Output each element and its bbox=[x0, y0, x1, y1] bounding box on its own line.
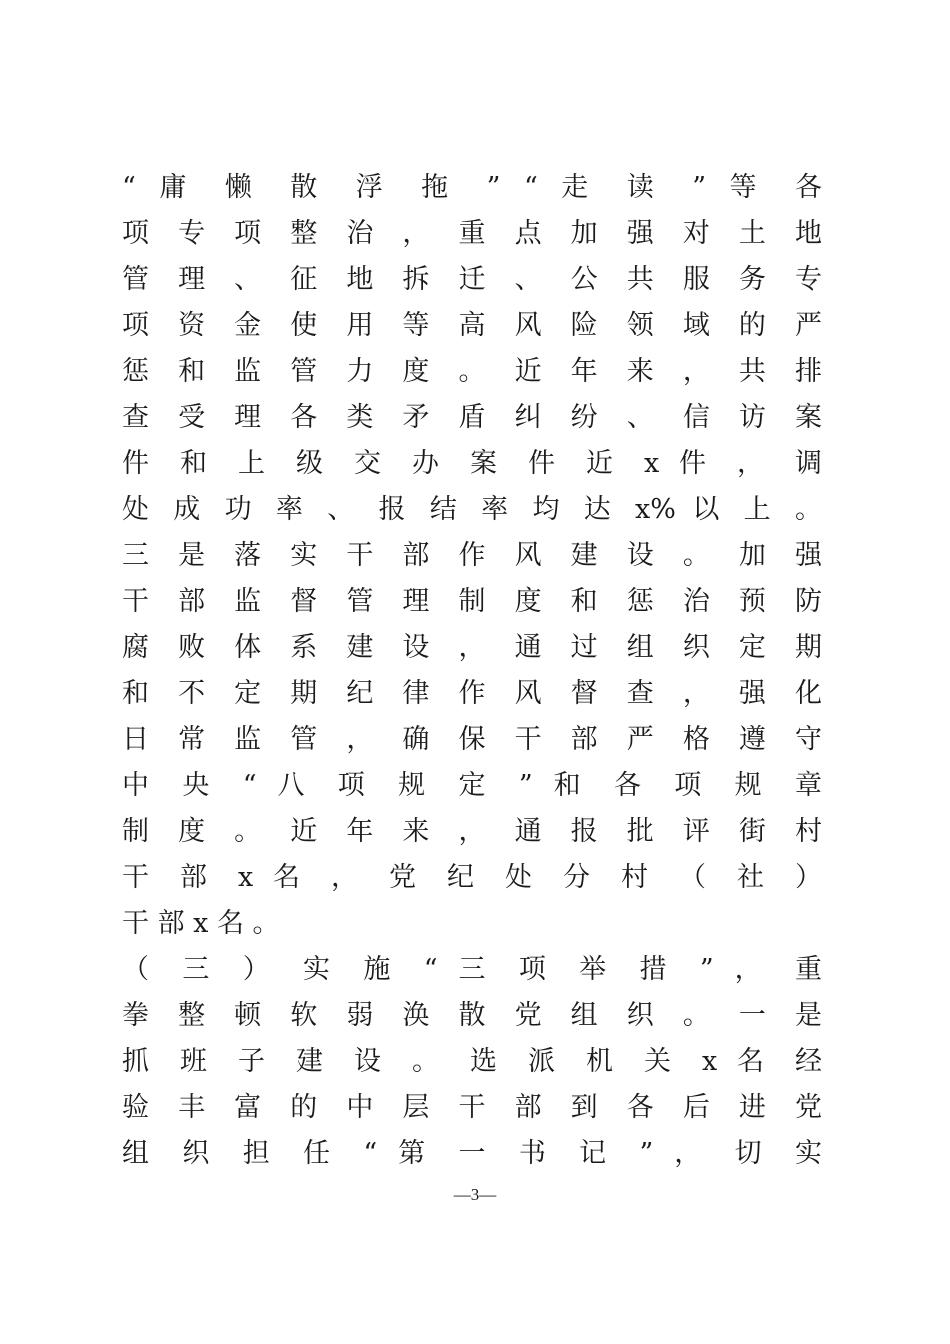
text-line: 干 部 x 名 。 bbox=[122, 908, 280, 939]
text-line: 验 丰 富 的 中 层 干 部 到 各 后 进 党 bbox=[122, 1092, 822, 1123]
text-line: 项 专 项 整 治 ， 重 点 加 强 对 土 地 bbox=[122, 218, 822, 249]
text-line: 管 理 、 征 地 拆 迁 、 公 共 服 务 专 bbox=[122, 264, 822, 295]
text-line: 惩 和 监 管 力 度 。 近 年 来 ， 共 排 bbox=[122, 356, 822, 387]
text-line: 处 成 功 率 、 报 结 率 均 达 x% 以 上 。 bbox=[122, 494, 822, 525]
page-number: —3— bbox=[453, 1185, 497, 1204]
text-line: 三 是 落 实 干 部 作 风 建 设 。 加 强 bbox=[122, 540, 822, 571]
text-line: 件 和 上 级 交 办 案 件 近 x 件 ， 调 bbox=[122, 448, 822, 479]
text-line: 抓 班 子 建 设 。 选 派 机 关 x 名 经 bbox=[122, 1046, 822, 1077]
body-text bbox=[122, 165, 822, 1177]
text-line: 干 部 x 名 ， 党 纪 处 分 村 （ 社 ） bbox=[122, 862, 822, 893]
text-line: 查 受 理 各 类 矛 盾 纠 纷 、 信 访 案 bbox=[122, 402, 822, 433]
text-line: 日 常 监 管 ， 确 保 干 部 严 格 遵 守 bbox=[122, 724, 822, 755]
text-line: 制 度 。 近 年 来 ， 通 报 批 评 街 村 bbox=[122, 816, 822, 847]
text-line: 和 不 定 期 纪 律 作 风 督 查 ， 强 化 bbox=[122, 678, 822, 709]
text-line: 干 部 监 督 管 理 制 度 和 惩 治 预 防 bbox=[122, 586, 822, 617]
text-line: “ 庸 懒 散 浮 拖 ” “ 走 读 ” 等 各 bbox=[122, 172, 822, 203]
text-line: 项 资 金 使 用 等 高 风 险 领 域 的 严 bbox=[122, 310, 822, 341]
text-line: 中 央 “ 八 项 规 定 ” 和 各 项 规 章 bbox=[122, 770, 822, 801]
text-line: 组 织 担 任 “ 第 一 书 记 ” ， 切 实 bbox=[122, 1138, 822, 1169]
text-line: 拳 整 顿 软 弱 涣 散 党 组 织 。 一 是 bbox=[122, 1000, 822, 1031]
text-line: （ 三 ） 实 施 “ 三 项 举 措 ” ， 重 bbox=[122, 954, 822, 985]
text-line: 腐 败 体 系 建 设 ， 通 过 组 织 定 期 bbox=[122, 632, 822, 663]
